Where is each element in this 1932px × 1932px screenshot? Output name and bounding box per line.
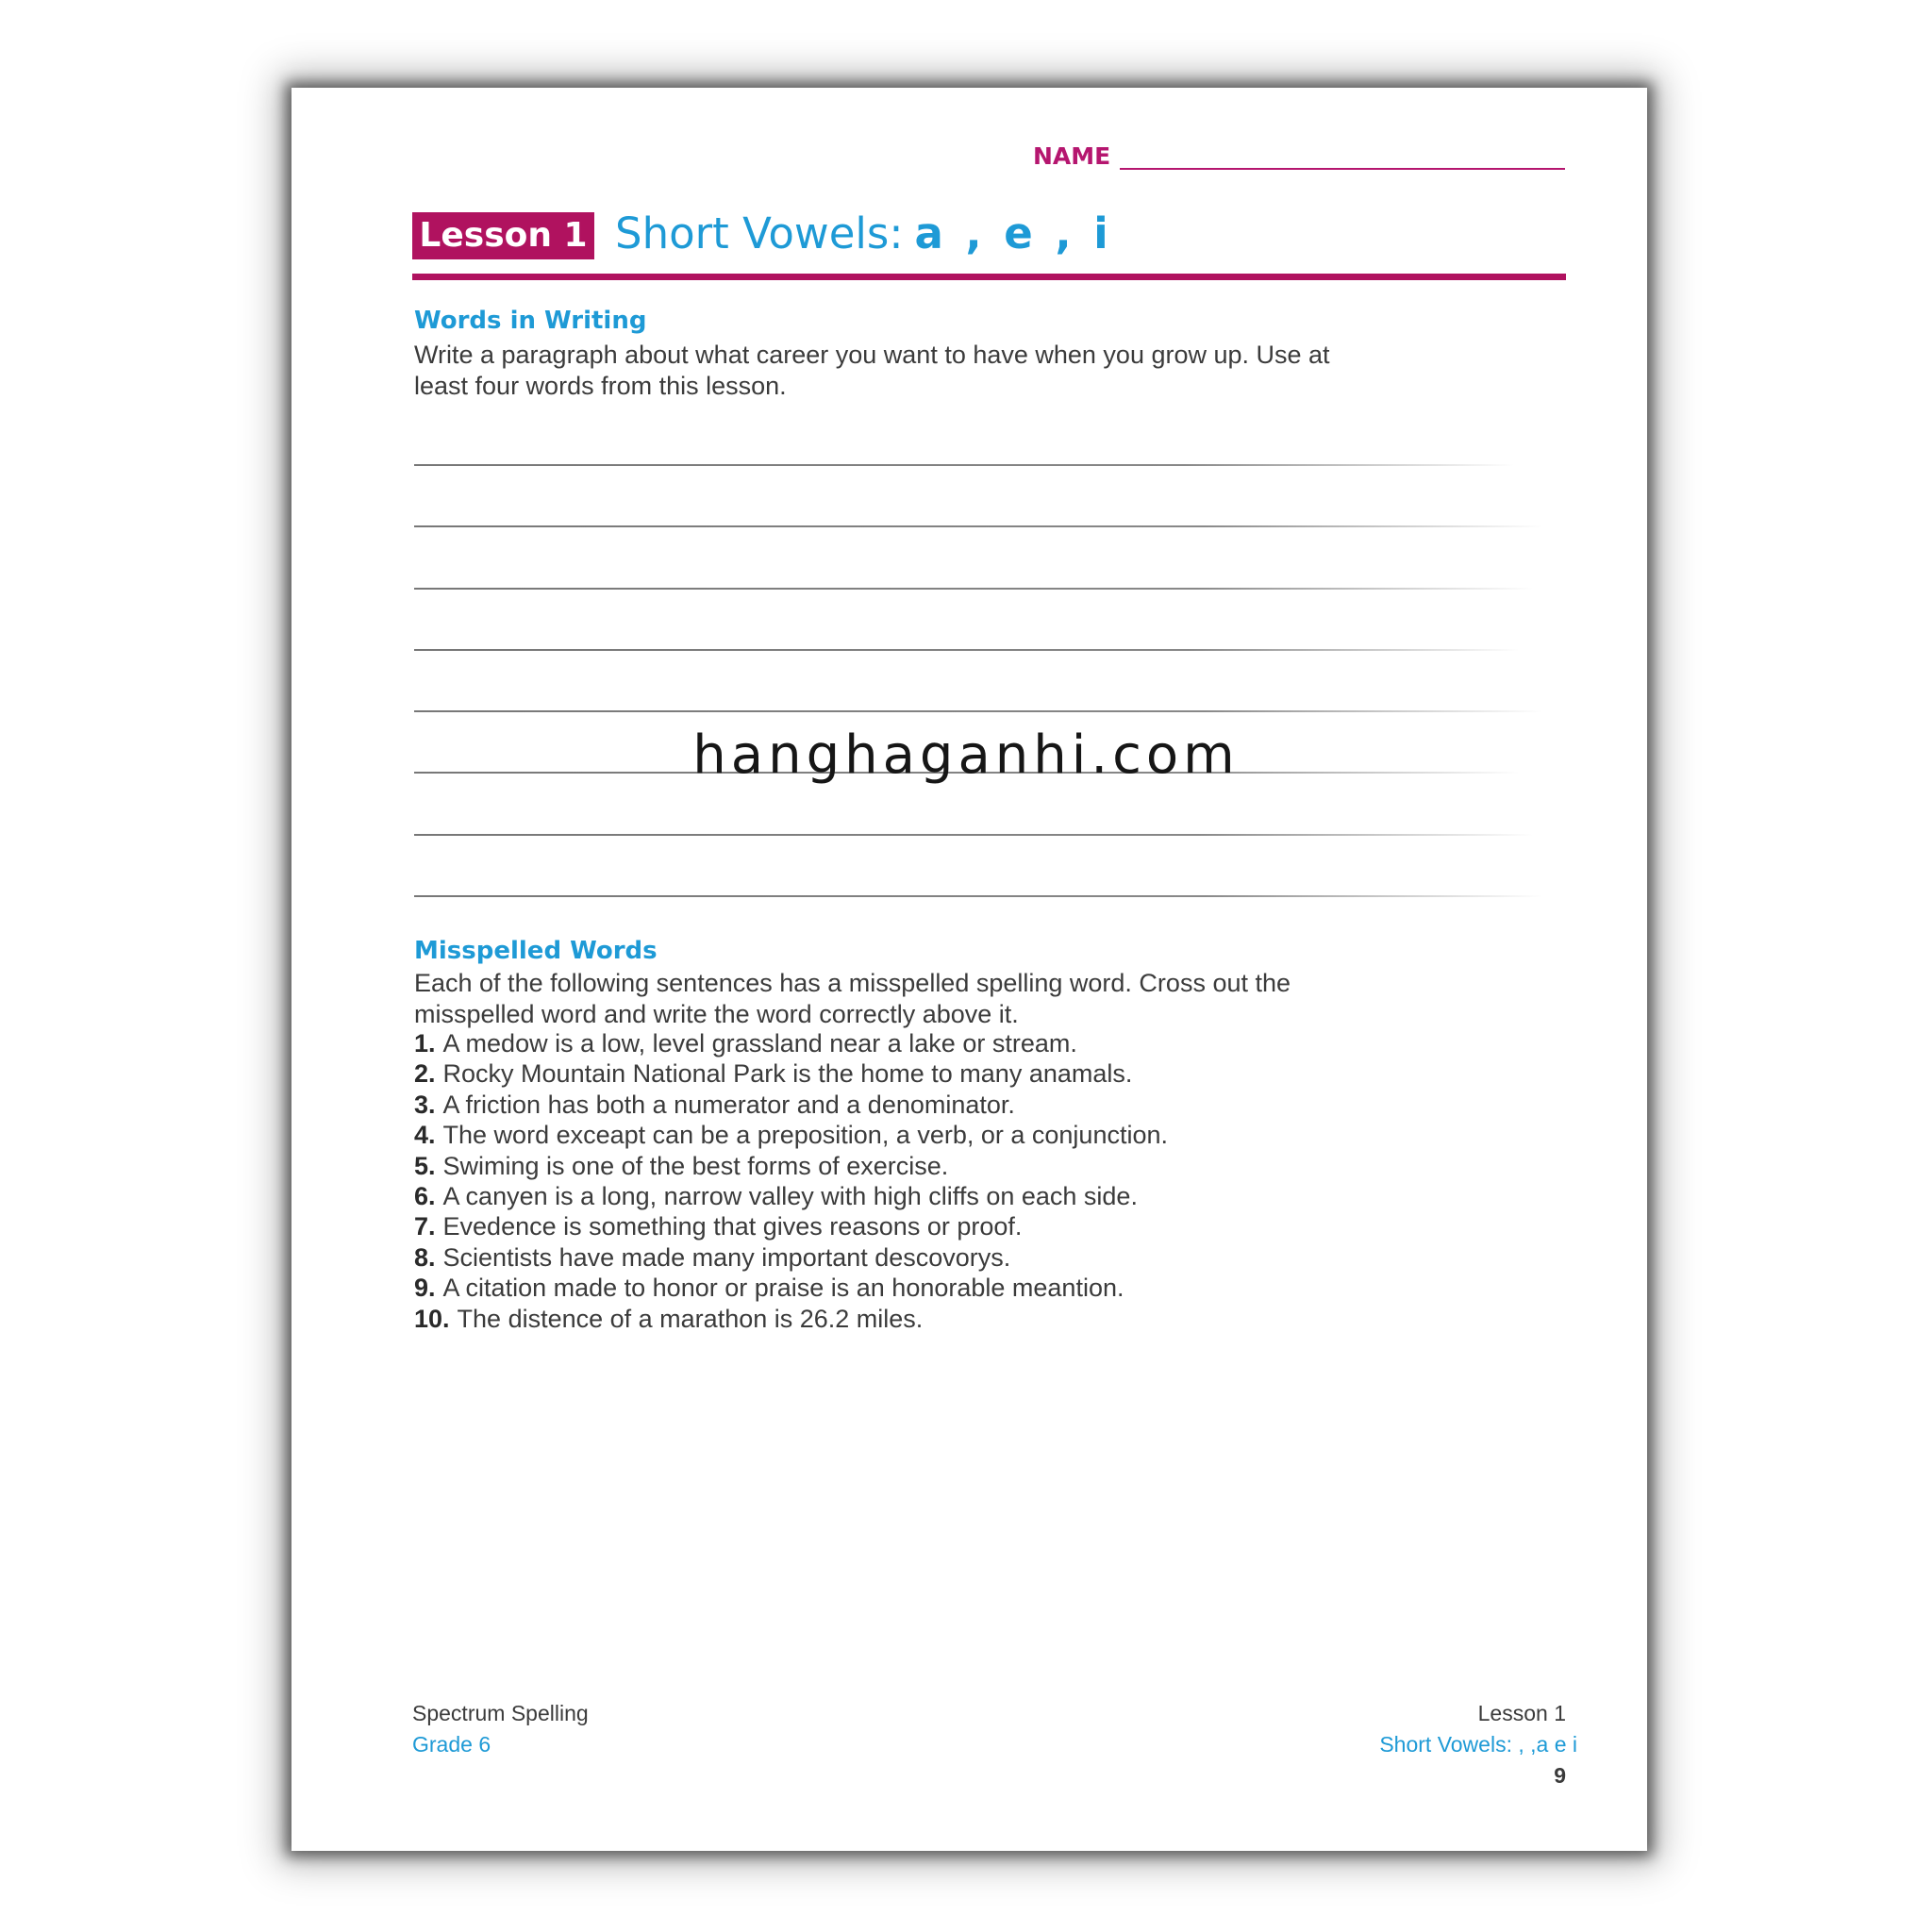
misspelled-instructions [414,968,1433,1030]
writing-instructions-line-1: Write a paragraph about what career you want to have when you grow up. Use at [414,341,1330,369]
item-number: 9. [414,1274,436,1303]
item-text: The distence of a marathon is 26.2 miles. [457,1304,924,1333]
watermark: hanghaganhi.com [692,724,1240,786]
misspelled-instructions-line-2: misspelled word and write the word correctly above it. [414,1000,1019,1028]
writing-line[interactable] [414,464,1513,466]
name-field [1033,140,1110,174]
writing-line[interactable] [414,834,1532,836]
list-item [414,1058,1168,1089]
item-number: 5. [414,1151,436,1180]
writing-line[interactable] [414,895,1541,897]
item-text: Swiming is one of the best forms of exercise. [442,1151,949,1180]
footer-lesson: Lesson 1 [1477,1701,1566,1725]
item-text: Rocky Mountain National Park is the home to many anamals. [442,1059,1133,1089]
item-number: 7. [414,1212,436,1241]
name-blank-line[interactable] [1120,168,1565,170]
item-number: 8. [414,1242,436,1272]
list-item [414,1090,1168,1120]
item-text: The word exceapt can be a preposition, a verb, or a conjunction. [442,1121,1168,1150]
writing-instructions [414,340,1433,402]
list-item [414,1028,1168,1058]
footer-grade: Grade 6 [412,1732,491,1757]
list-item [414,1242,1168,1273]
writing-line[interactable] [414,525,1541,527]
item-text: A medow is a low, level grassland near a lake or stream. [442,1029,1077,1058]
section-heading-writing: Words in Writing [414,307,647,335]
item-number: 4. [414,1121,436,1150]
item-number: 6. [414,1182,436,1211]
list-item [414,1211,1168,1241]
list-item [414,1120,1168,1150]
writing-line[interactable] [414,710,1541,712]
misspelled-instructions-line-1: Each of the following sentences has a misspelled spelling word. Cross out the [414,969,1291,997]
misspelled-sentence-list [414,1028,1168,1334]
lesson-title-vowels: a , e , i [914,208,1112,258]
item-number: 2. [414,1059,436,1089]
name-label: NAME [1033,142,1111,170]
section-heading-misspelled: Misspelled Words [414,937,658,965]
list-item [414,1151,1168,1181]
list-item [414,1304,1168,1334]
page-number: 9 [1554,1763,1566,1788]
footer-topic: Short Vowels: , ,a e i [1379,1732,1577,1757]
lesson-badge: Lesson 1 [412,212,594,259]
list-item [414,1273,1168,1303]
item-text: A canyen is a long, narrow valley with high cliffs on each side. [442,1182,1138,1211]
list-item [414,1181,1168,1211]
lesson-title [615,208,1112,260]
writing-instructions-line-2: least four words from this lesson. [414,372,787,400]
item-number: 10. [414,1304,450,1333]
item-text: Scientists have made many important descovorys. [442,1242,1011,1272]
item-number: 1. [414,1029,436,1058]
item-number: 3. [414,1090,436,1119]
item-text: A citation made to honor or praise is an honorable meantion. [442,1274,1124,1303]
item-text: Evedence is something that gives reasons or proof. [442,1212,1023,1241]
writing-line[interactable] [414,588,1532,590]
footer-book-title: Spectrum Spelling [412,1701,589,1725]
lesson-title-text: Short Vowels: [615,208,904,258]
title-rule [412,274,1566,280]
item-text: A friction has both a numerator and a denominator. [442,1090,1015,1119]
writing-line[interactable] [414,649,1518,651]
